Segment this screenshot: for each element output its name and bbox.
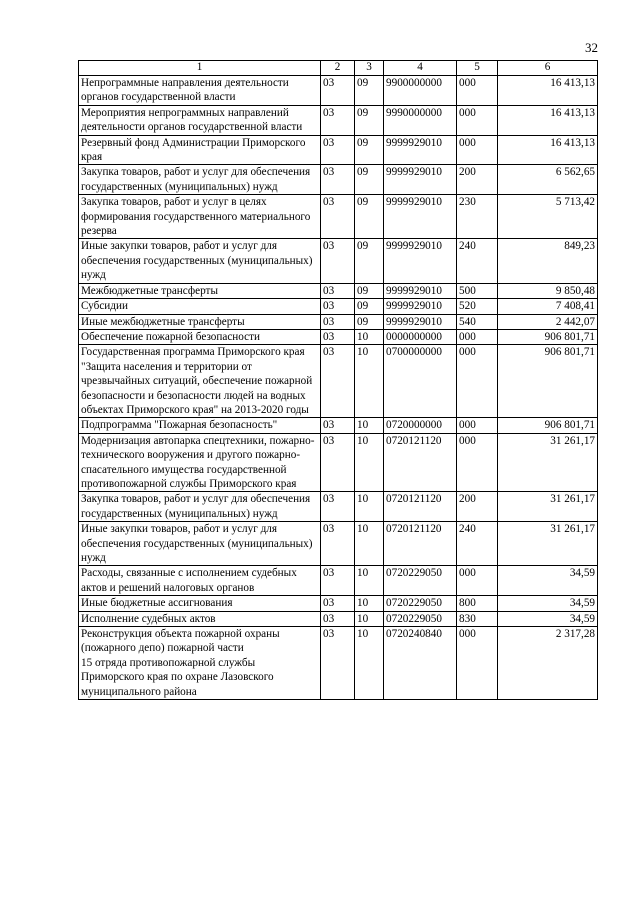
table-row — [79, 239, 598, 283]
row-amount: 849,23 — [498, 239, 598, 283]
row-subsection: 10 — [355, 611, 384, 626]
row-subsection: 09 — [355, 239, 384, 283]
row-subsection: 09 — [355, 165, 384, 195]
row-target-article: 9999929010 — [384, 314, 457, 329]
row-target-article: 0720229050 — [384, 566, 457, 596]
row-section: 03 — [321, 299, 355, 314]
row-name: Межбюджетные трансферты — [79, 283, 321, 298]
row-amount: 906 801,71 — [498, 345, 598, 418]
row-amount: 16 413,13 — [498, 76, 598, 106]
row-subsection: 10 — [355, 596, 384, 611]
table-body — [79, 76, 598, 700]
row-expense-type: 200 — [457, 492, 498, 522]
row-section: 03 — [321, 611, 355, 626]
table-row — [79, 433, 598, 492]
row-target-article: 9999929010 — [384, 239, 457, 283]
row-name: Реконструкция объекта пожарной охраны (пожарного депо) пожарной части 15 отряда противопожарной службы Приморского края по охране Лазовского муниципального района — [79, 627, 321, 700]
row-amount: 906 801,71 — [498, 418, 598, 433]
row-amount: 34,59 — [498, 596, 598, 611]
row-subsection: 10 — [355, 329, 384, 344]
row-section: 03 — [321, 239, 355, 283]
row-amount: 9 850,48 — [498, 283, 598, 298]
row-target-article: 9900000000 — [384, 76, 457, 106]
row-section: 03 — [321, 165, 355, 195]
row-amount: 5 713,42 — [498, 195, 598, 239]
row-section: 03 — [321, 418, 355, 433]
row-amount: 2 442,07 — [498, 314, 598, 329]
row-name: Подпрограмма "Пожарная безопасность" — [79, 418, 321, 433]
row-amount: 34,59 — [498, 611, 598, 626]
row-target-article: 0720229050 — [384, 596, 457, 611]
row-name: Мероприятия непрограммных направлений деятельности органов государственной власти — [79, 105, 321, 135]
row-amount: 906 801,71 — [498, 329, 598, 344]
row-section: 03 — [321, 566, 355, 596]
table-row — [79, 283, 598, 298]
table-row — [79, 627, 598, 700]
row-expense-type: 000 — [457, 76, 498, 106]
row-name: Иные закупки товаров, работ и услуг для обеспечения государственных (муниципальных) нужд — [79, 239, 321, 283]
row-target-article: 0720229050 — [384, 611, 457, 626]
row-target-article: 9999929010 — [384, 299, 457, 314]
header-col-5: 5 — [457, 61, 498, 76]
row-name: Непрограммные направления деятельности органов государственной власти — [79, 76, 321, 106]
row-name: Исполнение судебных актов — [79, 611, 321, 626]
row-target-article: 9999929010 — [384, 135, 457, 165]
row-amount: 2 317,28 — [498, 627, 598, 700]
table-row — [79, 135, 598, 165]
row-expense-type: 500 — [457, 283, 498, 298]
row-expense-type: 000 — [457, 329, 498, 344]
row-name: Государственная программа Приморского края "Защита населения и территории от чрезвычайных ситуаций, обеспечение пожарной безопасности и безопасности людей на водных объектах Приморского края" на 2013-2020 годы — [79, 345, 321, 418]
row-section: 03 — [321, 314, 355, 329]
row-expense-type: 800 — [457, 596, 498, 611]
row-expense-type: 000 — [457, 418, 498, 433]
row-amount: 7 408,41 — [498, 299, 598, 314]
row-expense-type: 240 — [457, 239, 498, 283]
row-subsection: 10 — [355, 492, 384, 522]
row-subsection: 09 — [355, 76, 384, 106]
row-name: Закупка товаров, работ и услуг для обеспечения государственных (муниципальных) нужд — [79, 165, 321, 195]
table-row — [79, 418, 598, 433]
row-target-article: 0720121120 — [384, 522, 457, 566]
row-expense-type: 000 — [457, 105, 498, 135]
row-target-article: 9990000000 — [384, 105, 457, 135]
row-subsection: 09 — [355, 105, 384, 135]
row-target-article: 9999929010 — [384, 195, 457, 239]
row-expense-type: 540 — [457, 314, 498, 329]
row-amount: 16 413,13 — [498, 135, 598, 165]
row-section: 03 — [321, 596, 355, 611]
row-name: Модернизация автопарка спецтехники, пожарно-технического вооружения и другого пожарно-спасательного имущества государственной противопожарной службы Приморского края — [79, 433, 321, 492]
row-section: 03 — [321, 522, 355, 566]
row-name: Расходы, связанные с исполнением судебных актов и решений налоговых органов — [79, 566, 321, 596]
row-section: 03 — [321, 627, 355, 700]
row-expense-type: 200 — [457, 165, 498, 195]
table-row — [79, 299, 598, 314]
table-row — [79, 329, 598, 344]
row-name: Резервный фонд Администрации Приморского края — [79, 135, 321, 165]
row-amount: 16 413,13 — [498, 105, 598, 135]
row-subsection: 09 — [355, 135, 384, 165]
row-name: Иные бюджетные ассигнования — [79, 596, 321, 611]
header-col-2: 2 — [321, 61, 355, 76]
row-target-article: 0720121120 — [384, 492, 457, 522]
row-amount: 31 261,17 — [498, 433, 598, 492]
row-section: 03 — [321, 195, 355, 239]
row-subsection: 09 — [355, 299, 384, 314]
table-row — [79, 105, 598, 135]
row-amount: 6 562,65 — [498, 165, 598, 195]
row-target-article: 0720000000 — [384, 418, 457, 433]
table-header-row — [79, 61, 598, 76]
row-name: Иные межбюджетные трансферты — [79, 314, 321, 329]
row-name: Иные закупки товаров, работ и услуг для обеспечения государственных (муниципальных) нужд — [79, 522, 321, 566]
row-name: Субсидии — [79, 299, 321, 314]
header-col-4: 4 — [384, 61, 457, 76]
table-row — [79, 165, 598, 195]
row-subsection: 09 — [355, 314, 384, 329]
row-subsection: 09 — [355, 195, 384, 239]
row-subsection: 10 — [355, 345, 384, 418]
table-row — [79, 345, 598, 418]
row-section: 03 — [321, 76, 355, 106]
row-section: 03 — [321, 433, 355, 492]
row-amount: 31 261,17 — [498, 492, 598, 522]
page-number: 32 — [585, 40, 598, 55]
row-target-article: 9999929010 — [384, 283, 457, 298]
table-row — [79, 566, 598, 596]
table-row — [79, 596, 598, 611]
row-target-article: 0720240840 — [384, 627, 457, 700]
row-amount: 34,59 — [498, 566, 598, 596]
table-row — [79, 76, 598, 106]
row-subsection: 09 — [355, 283, 384, 298]
row-subsection: 10 — [355, 418, 384, 433]
row-section: 03 — [321, 492, 355, 522]
row-expense-type: 000 — [457, 433, 498, 492]
row-subsection: 10 — [355, 566, 384, 596]
row-section: 03 — [321, 105, 355, 135]
row-expense-type: 000 — [457, 345, 498, 418]
row-expense-type: 240 — [457, 522, 498, 566]
table-row — [79, 492, 598, 522]
header-col-3: 3 — [355, 61, 384, 76]
row-expense-type: 830 — [457, 611, 498, 626]
budget-table — [78, 60, 598, 700]
header-col-1: 1 — [79, 61, 321, 76]
row-section: 03 — [321, 329, 355, 344]
row-name: Обеспечение пожарной безопасности — [79, 329, 321, 344]
row-section: 03 — [321, 283, 355, 298]
row-expense-type: 000 — [457, 627, 498, 700]
row-amount: 31 261,17 — [498, 522, 598, 566]
header-col-6: 6 — [498, 61, 598, 76]
row-expense-type: 000 — [457, 566, 498, 596]
row-target-article: 9999929010 — [384, 165, 457, 195]
row-subsection: 10 — [355, 522, 384, 566]
row-section: 03 — [321, 345, 355, 418]
row-section: 03 — [321, 135, 355, 165]
row-expense-type: 000 — [457, 135, 498, 165]
table-row — [79, 611, 598, 626]
table-row — [79, 195, 598, 239]
row-name: Закупка товаров, работ и услуг для обеспечения государственных (муниципальных) нужд — [79, 492, 321, 522]
row-name: Закупка товаров, работ и услуг в целях формирования государственного материального резерва — [79, 195, 321, 239]
row-target-article: 0720121120 — [384, 433, 457, 492]
row-expense-type: 520 — [457, 299, 498, 314]
row-target-article: 0000000000 — [384, 329, 457, 344]
row-expense-type: 230 — [457, 195, 498, 239]
row-subsection: 10 — [355, 433, 384, 492]
table-row — [79, 314, 598, 329]
row-subsection: 10 — [355, 627, 384, 700]
table-row — [79, 522, 598, 566]
row-target-article: 0700000000 — [384, 345, 457, 418]
